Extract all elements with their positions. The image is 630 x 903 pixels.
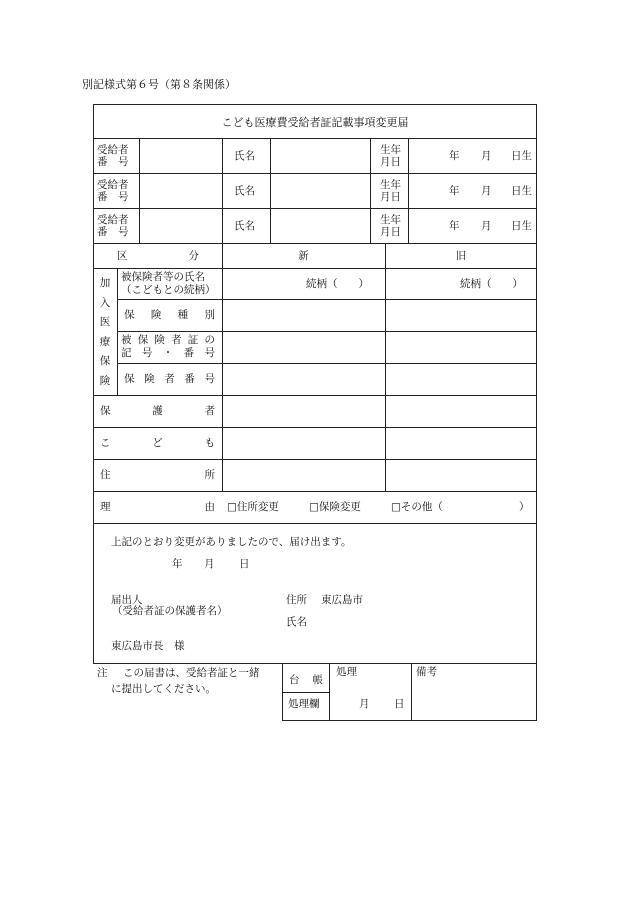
note-label: 注 [97,667,108,679]
birth-label: 生年 [380,144,401,156]
birth-day-unit: 日生 [511,220,532,232]
name-label: 氏名 [234,185,255,197]
category-header: 区 分 [117,250,199,262]
insurance-group-label: 加 入 医 療 保 険 [99,277,111,387]
insurer-number-label: 保 険 者 番 号 [124,373,215,385]
birth-day-unit: 日生 [511,185,532,197]
birth-month-unit: 月 [481,220,492,232]
child-old-field[interactable] [387,429,535,457]
applicant-label: 届出人 [111,594,143,606]
applicant-sub-label: （受給者証の保護者名） [112,605,228,617]
birth-year-unit: 年 [449,150,460,162]
insurer-number-old-field[interactable] [387,365,535,393]
card-number-label-2: 記 号 ・ 番 号 [121,347,215,359]
insurance-type-old-field[interactable] [387,301,535,329]
name-field[interactable] [273,211,368,241]
birth-label: 生年 [380,179,401,191]
ledger-label: 台 帳 [289,674,323,686]
recipient-number-field[interactable] [142,141,220,171]
insurance-type-new-field[interactable] [224,301,383,329]
recipient-number-label: 受給者 [97,144,129,156]
reason-other-close-paren: ） [519,501,530,513]
reason-address-change-checkbox[interactable]: □住所変更 [227,501,279,513]
applicant-name-label: 氏名 [286,616,307,628]
birth-month-unit: 月 [481,185,492,197]
insured-name-label: 被保険者等の氏名 [121,271,205,283]
birth-date-field[interactable] [410,211,534,241]
birth-month-unit: 月 [481,150,492,162]
guardian-old-field[interactable] [387,397,535,425]
card-number-old-field[interactable] [387,333,535,361]
birth-label-2: 月日 [380,156,401,168]
insurer-number-new-field[interactable] [224,365,383,393]
recipient-number-label-2: 番 号 [97,191,129,203]
birth-year-unit: 年 [449,185,460,197]
birth-day-unit: 日生 [511,150,532,162]
card-number-new-field[interactable] [224,333,383,361]
card-number-label: 被 保 険 者 証 の [121,334,215,346]
declaration-day-unit: 日 [239,558,250,570]
guardian-new-field[interactable] [224,397,383,425]
insurance-type-label: 保 険 種 別 [124,309,215,321]
processing-month-unit: 月 [359,698,370,710]
applicant-address-value: 東広島市 [321,594,363,606]
birth-date-field[interactable] [410,141,534,171]
birth-label-2: 月日 [380,226,401,238]
address-new-field[interactable] [224,461,383,489]
form-reference-note: 別記様式第６号（第８条関係） [82,78,236,91]
reason-other-checkbox[interactable]: □その他（ [391,501,443,513]
addressee: 東広島市長 様 [111,640,185,652]
child-label: こ ど も [100,437,215,449]
form-title: こども医療費受給者証記載事項変更届 [221,116,409,129]
processing-day-unit: 日 [394,698,405,710]
declaration-month-unit: 月 [204,558,215,570]
relation-new-field[interactable]: 続柄（ ） [306,278,369,290]
recipient-number-label: 受給者 [97,179,129,191]
recipient-number-label-2: 番 号 [97,226,129,238]
guardian-label: 保 護 者 [100,405,215,417]
birth-date-field[interactable] [410,176,534,206]
recipient-number-label: 受給者 [97,214,129,226]
note-line-1: この届書は、受給者証と一緒 [123,667,260,679]
name-field[interactable] [273,176,368,206]
name-label: 氏名 [234,150,255,162]
birth-label: 生年 [380,214,401,226]
birth-year-unit: 年 [449,220,460,232]
recipient-number-field[interactable] [142,211,220,241]
insured-relation-label: （こどもとの続柄） [121,284,216,296]
note-line-2: に提出してください。 [111,683,216,695]
processing-label: 処理 [336,666,357,678]
recipient-number-field[interactable] [142,176,220,206]
remarks-label: 備考 [416,666,437,678]
recipient-number-label-2: 番 号 [97,156,129,168]
reason-insurance-change-checkbox[interactable]: □保険変更 [309,501,361,513]
old-header: 旧 [455,250,467,262]
declaration-year-unit: 年 [172,558,183,570]
child-new-field[interactable] [224,429,383,457]
relation-old-field[interactable]: 続柄（ ） [460,278,523,290]
reason-label: 理 由 [100,501,215,513]
birth-label-2: 月日 [380,191,401,203]
processing-column-label: 処理欄 [288,698,320,710]
declaration-statement: 上記のとおり変更がありましたので、届け出ます。 [111,536,352,548]
name-field[interactable] [273,141,368,171]
new-header: 新 [298,250,309,262]
applicant-address-label: 住所 [286,594,307,606]
address-old-field[interactable] [387,461,535,489]
name-label: 氏名 [234,220,255,232]
address-label: 住 所 [100,469,215,481]
